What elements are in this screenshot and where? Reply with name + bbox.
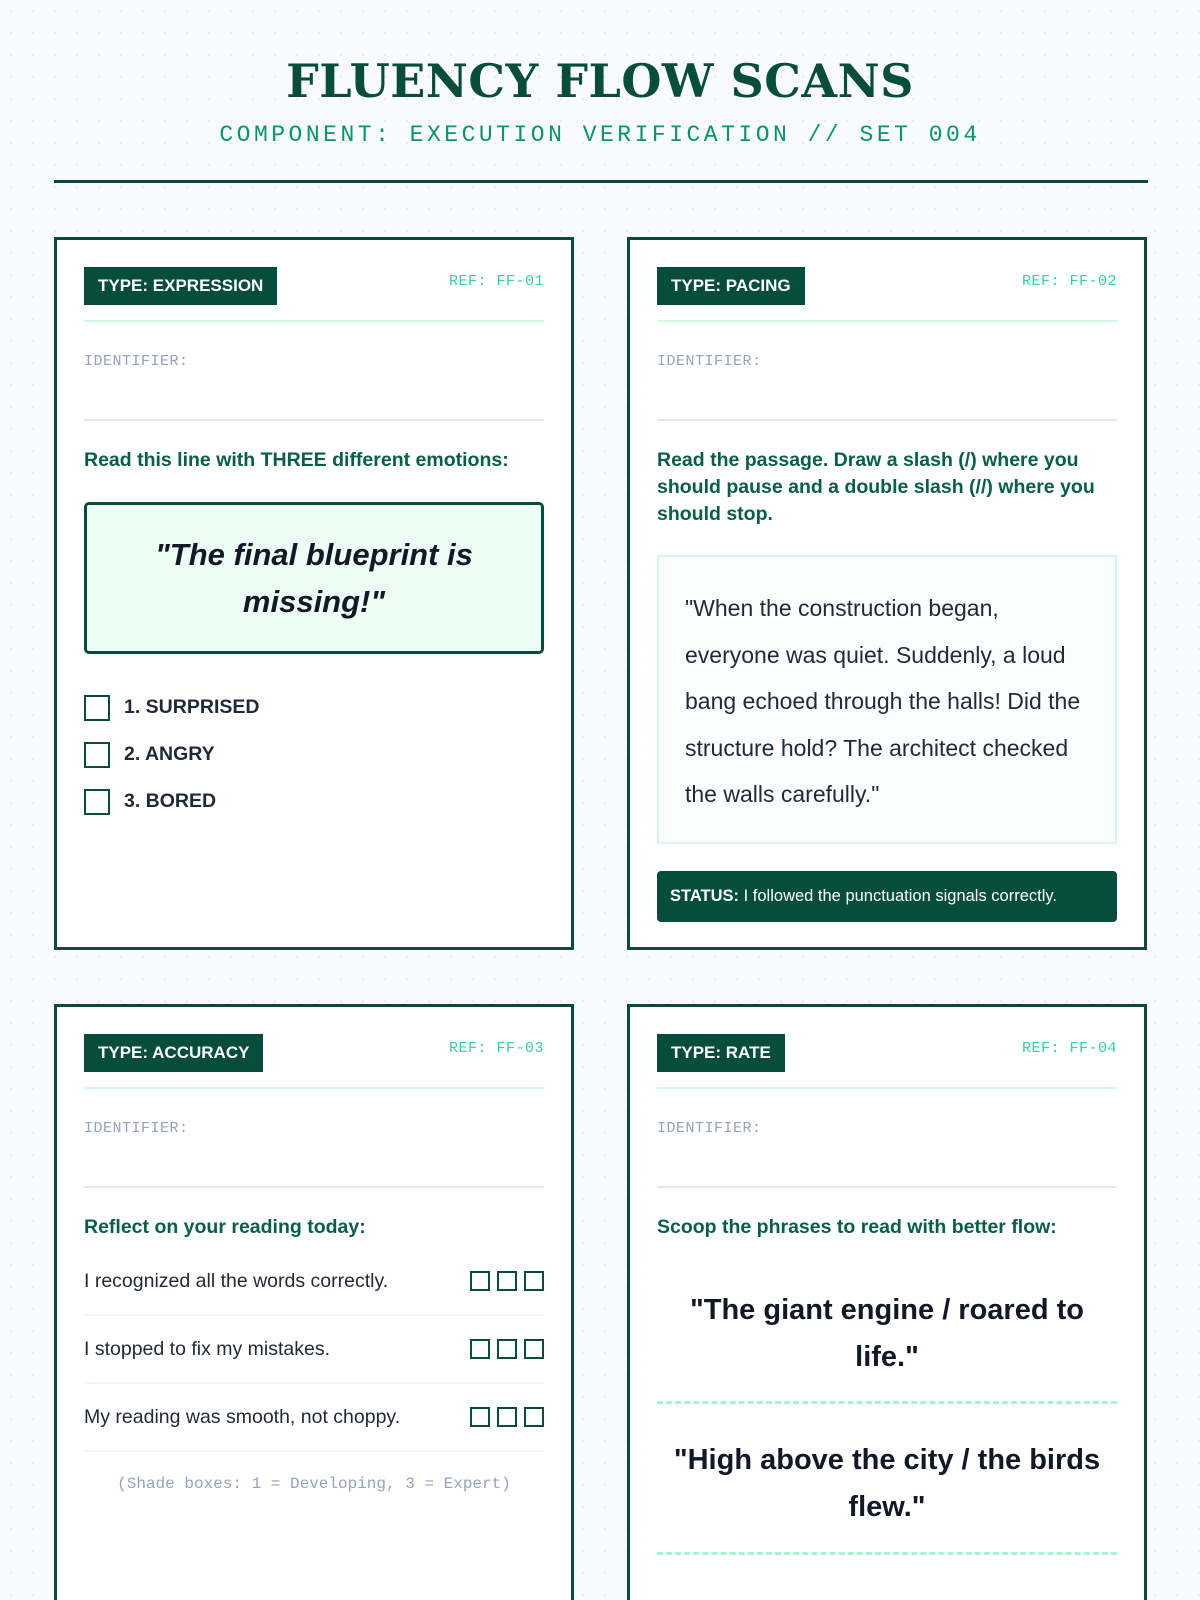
identifier-label: IDENTIFIER: [84,1120,189,1137]
status-text: I followed the punctuation signals correctly. [739,887,1057,905]
identifier-field-line[interactable] [657,419,1117,421]
reflection-row [84,1384,544,1452]
header-divider [54,180,1148,183]
scale-note: (Shade boxes: 1 = Developing, 3 = Expert) [117,1475,511,1493]
status-key: STATUS: [670,887,740,905]
rating-box-2[interactable] [497,1339,517,1359]
rating-boxes [470,1271,544,1291]
reflection-text: I recognized all the words correctly. [84,1269,389,1292]
identifier-field-line[interactable] [657,1186,1117,1188]
divider [657,1087,1117,1089]
page-subtitle: COMPONENT: EXECUTION VERIFICATION // SET 004 [219,122,981,148]
identifier-label: IDENTIFIER: [657,1120,762,1137]
ref-code: REF: FF-02 [1021,273,1117,290]
rating-boxes [470,1339,544,1359]
identifier-field-line[interactable] [84,1186,544,1188]
quote-text: "The final blueprint is missing!" [155,537,473,619]
ref-code: REF: FF-04 [1021,1040,1117,1057]
phrase-divider [657,1552,1117,1555]
page-title: FLUENCY FLOW SCANS [286,54,914,108]
instruction-text: Read this line with THREE different emotions: [84,449,509,471]
option-surprised[interactable] [84,694,259,721]
reflection-row [84,1316,544,1384]
type-badge: TYPE: PACING [657,267,805,305]
option-label: 2. ANGRY [124,743,215,765]
rating-box-3[interactable] [524,1271,544,1291]
type-badge: TYPE: RATE [657,1034,785,1072]
rating-box-3[interactable] [524,1407,544,1427]
divider [657,320,1117,322]
option-bored[interactable] [84,788,216,815]
rating-box-3[interactable] [524,1339,544,1359]
rating-box-1[interactable] [470,1339,490,1359]
instruction-text: Reflect on your reading today: [84,1216,366,1238]
phrase-divider [657,1401,1117,1404]
checkbox[interactable] [84,695,110,721]
rating-box-2[interactable] [497,1271,517,1291]
checkbox[interactable] [84,789,110,815]
reflection-row [84,1248,544,1316]
rating-box-1[interactable] [470,1271,490,1291]
type-badge: TYPE: ACCURACY [84,1034,263,1072]
option-angry[interactable] [84,741,215,768]
card-accuracy [54,1004,574,1600]
option-label: 3. BORED [124,790,217,812]
divider [84,1087,544,1089]
rating-box-2[interactable] [497,1407,517,1427]
phrase-text: "The giant engine / roared to life." [689,1294,1084,1373]
identifier-label: IDENTIFIER: [84,353,189,370]
card-rate [627,1004,1147,1600]
rating-boxes [470,1407,544,1427]
card-pacing [627,237,1147,950]
reading-passage[interactable]: "When the construction began, everyone was quiet. Suddenly, a loud bang echoed through the halls! Did the structure hold? The architect checked the walls carefully." [657,555,1117,844]
instruction-text: Scoop the phrases to read with better flow: [657,1216,1057,1238]
type-badge: TYPE: EXPRESSION [84,267,277,305]
phrase-text: "High above the city / the birds flew." [673,1444,1101,1523]
rating-box-1[interactable] [470,1407,490,1427]
option-label: 1. SURPRISED [124,696,260,718]
ref-code: REF: FF-03 [448,1040,544,1057]
card-expression [54,237,574,950]
ref-code: REF: FF-01 [448,273,544,290]
checkbox[interactable] [84,742,110,768]
identifier-field-line[interactable] [84,419,544,421]
status-bar [657,871,1117,922]
reflection-text: I stopped to fix my mistakes. [84,1337,331,1360]
identifier-label: IDENTIFIER: [657,353,762,370]
divider [84,320,544,322]
quote-box [84,502,544,654]
reflection-text: My reading was smooth, not choppy. [84,1405,401,1428]
instruction-text: Read the passage. Draw a slash (/) where you should pause and a double slash (//) where you should stop. [657,449,1095,525]
